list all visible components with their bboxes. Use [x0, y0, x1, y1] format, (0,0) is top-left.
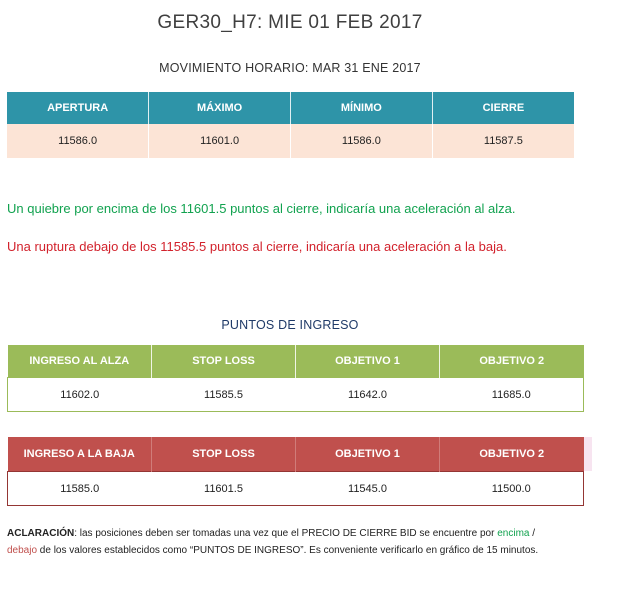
note-label: ACLARACIÓN — [7, 528, 75, 539]
value-objetivo-1: 11545.0 — [296, 472, 440, 506]
value-minimo: 11586.0 — [291, 124, 433, 158]
disclaimer-note — [7, 525, 597, 559]
buy-entry-table — [7, 345, 584, 412]
value-ingreso-baja: 11585.0 — [8, 472, 152, 506]
header-apertura: APERTURA — [7, 92, 149, 124]
value-objetivo-2: 11500.0 — [440, 472, 584, 506]
note-slash: / — [529, 528, 536, 539]
header-cierre: CIERRE — [432, 92, 574, 124]
table-row — [8, 472, 584, 506]
bullish-breakout-message: Un quiebre por encima de los 11601.5 puntos al cierre, indicaría una aceleración al alza. — [7, 201, 516, 216]
value-stop-loss: 11585.5 — [152, 378, 296, 412]
header-maximo: MÁXIMO — [149, 92, 291, 124]
note-text-1: : las posiciones deben ser tomadas una vez que el PRECIO DE CIERRE BID se encuentre por — [74, 528, 498, 539]
header-objetivo-1: OBJETIVO 1 — [296, 345, 440, 378]
entry-points-title: PUNTOS DE INGRESO — [221, 318, 359, 332]
value-cierre: 11587.5 — [432, 124, 574, 158]
header-objetivo-2: OBJETIVO 2 — [440, 345, 584, 378]
value-objetivo-1: 11642.0 — [296, 378, 440, 412]
value-objetivo-2: 11685.0 — [440, 378, 584, 412]
note-text-2: de los valores establecidos como “PUNTOS DE INGRESO”. Es conveniente verificarlo en gráfico de 15 minutos. — [37, 545, 539, 556]
page-title: GER30_H7: MIE 01 FEB 2017 — [157, 12, 423, 33]
table-row — [7, 124, 574, 158]
value-apertura: 11586.0 — [7, 124, 149, 158]
table-row — [8, 378, 584, 412]
header-stop-loss: STOP LOSS — [152, 437, 296, 472]
header-minimo: MÍNIMO — [291, 92, 433, 124]
hourly-movement-table — [7, 92, 574, 158]
table-header-row — [8, 437, 584, 472]
header-stop-loss: STOP LOSS — [152, 345, 296, 378]
header-objetivo-1: OBJETIVO 1 — [296, 437, 440, 472]
page-subtitle: MOVIMIENTO HORARIO: MAR 31 ENE 2017 — [159, 61, 421, 75]
table-header-row — [8, 345, 584, 378]
note-debajo: debajo — [7, 545, 38, 556]
sell-entry-table — [7, 437, 584, 506]
value-ingreso-alza: 11602.0 — [8, 378, 152, 412]
table-header-row — [7, 92, 574, 124]
value-maximo: 11601.0 — [149, 124, 291, 158]
header-ingreso-baja: INGRESO A LA BAJA — [8, 437, 152, 472]
decorative-strip — [584, 437, 592, 471]
note-encima: encima — [497, 528, 530, 539]
value-stop-loss: 11601.5 — [152, 472, 296, 506]
bearish-breakdown-message: Una ruptura debajo de los 11585.5 puntos al cierre, indicaría una aceleración a la baja. — [7, 239, 507, 254]
header-objetivo-2: OBJETIVO 2 — [440, 437, 584, 472]
header-ingreso-alza: INGRESO AL ALZA — [8, 345, 152, 378]
